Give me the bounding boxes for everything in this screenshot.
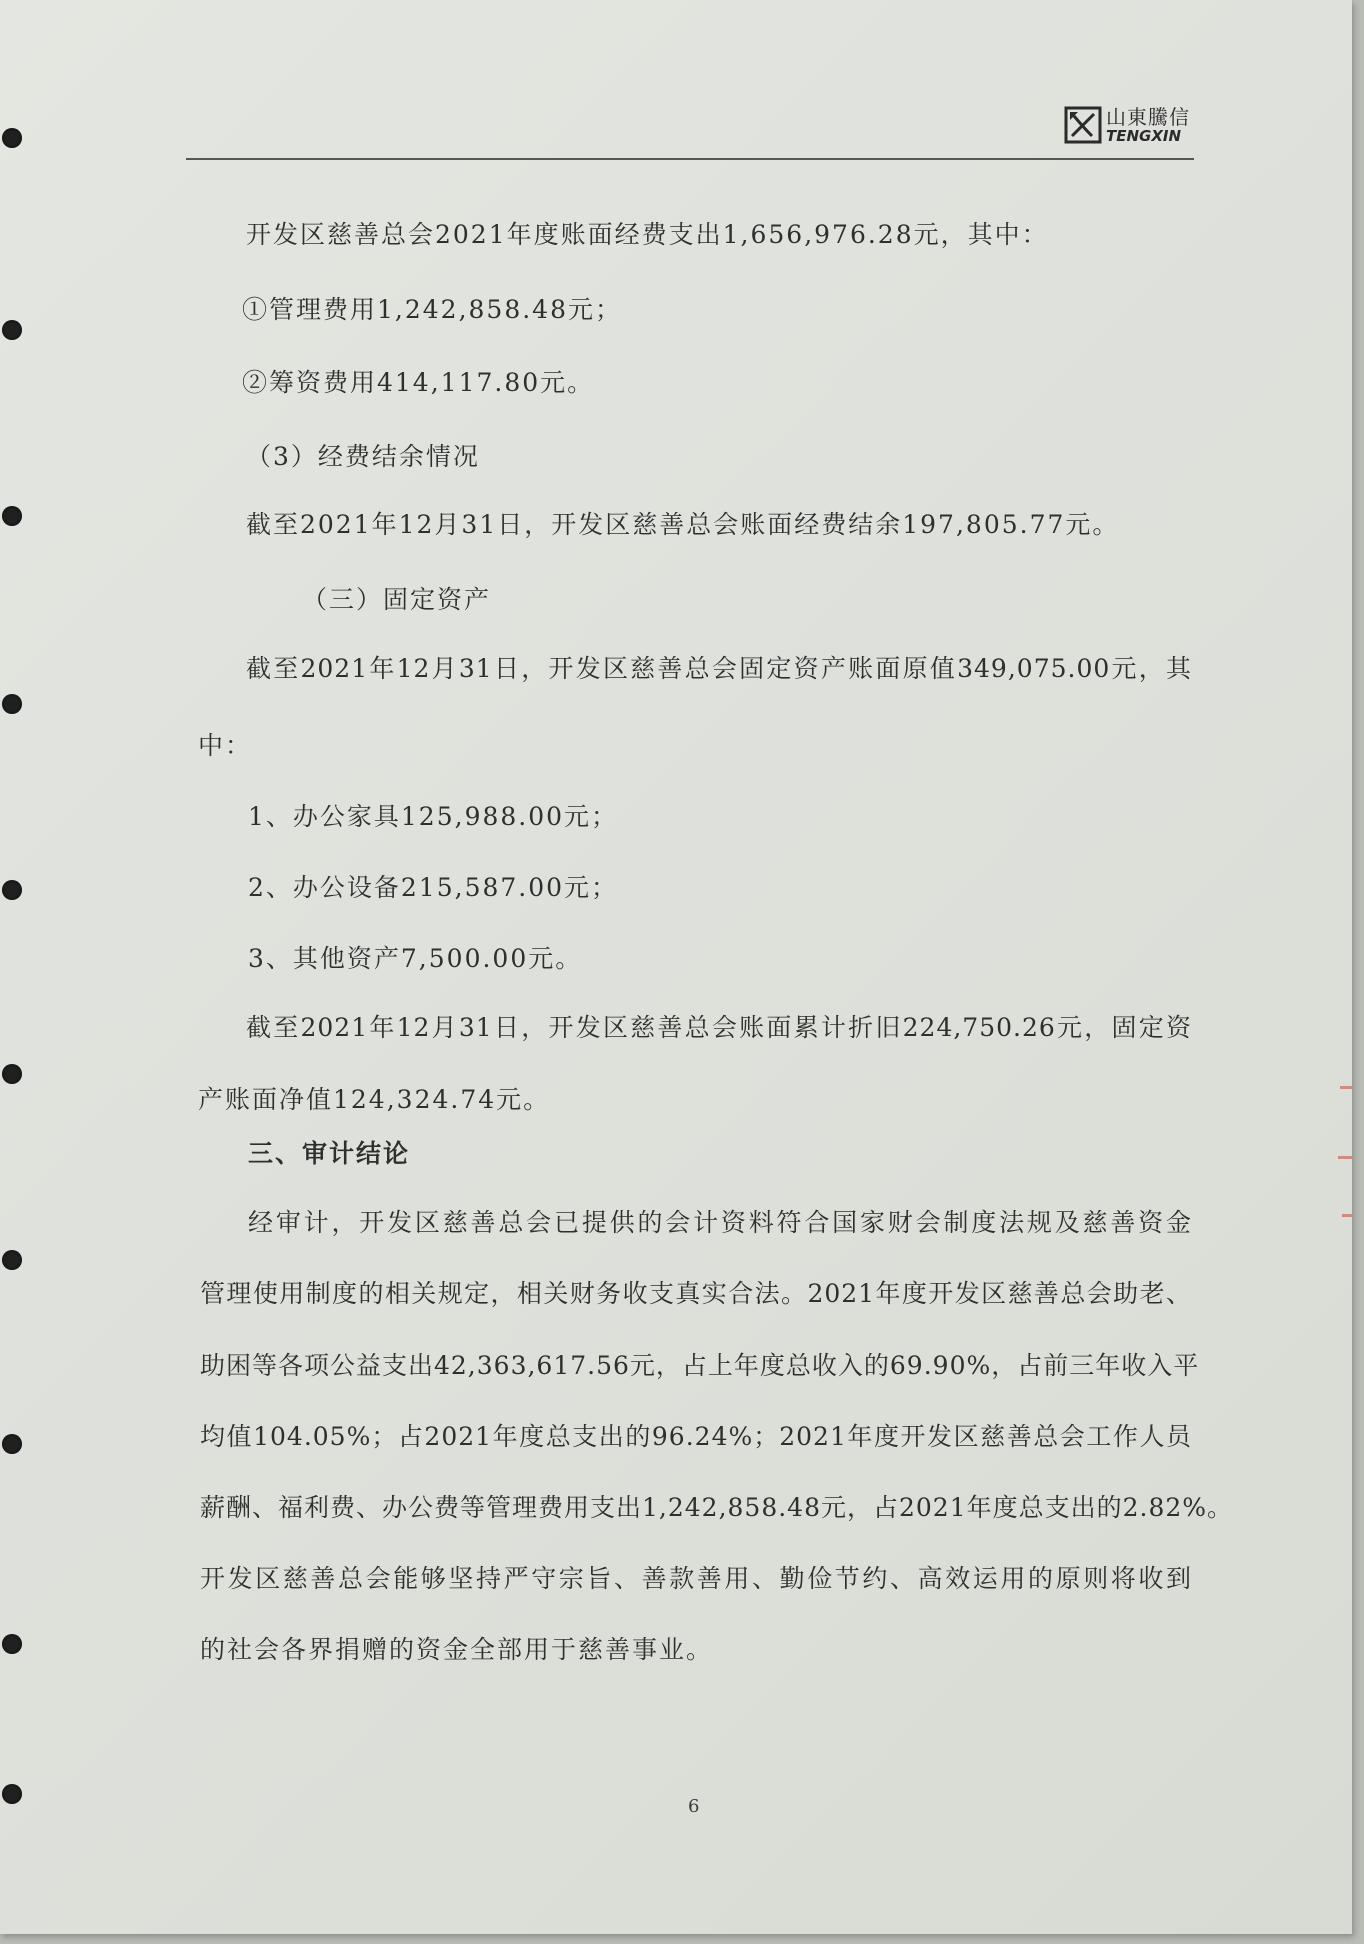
edge-mark bbox=[1342, 1214, 1352, 1217]
asset-item-2: 2、办公设备215,587.00元； bbox=[248, 873, 619, 902]
conclusion-line-7: 的社会各界捐赠的资金全部用于慈善事业。 bbox=[200, 1635, 714, 1664]
conclusion-line-6: 开发区慈善总会能够坚持严守宗旨、善款善用、勤俭节约、高效运用的原则将收到 bbox=[200, 1564, 1192, 1593]
expense-item-1: ①管理费用1,242,858.48元； bbox=[242, 295, 622, 324]
page-number: 6 bbox=[688, 1796, 700, 1817]
tengxin-logo-icon bbox=[1064, 106, 1102, 144]
binder-hole bbox=[2, 506, 22, 526]
conclusion-line-2: 管理使用制度的相关规定，相关财务收支真实合法。2021年度开发区慈善总会助老、 bbox=[200, 1279, 1192, 1308]
binder-hole bbox=[2, 694, 22, 714]
conclusion-line-4: 均值104.05%；占2021年度总支出的96.24%；2021年度开发区慈善总会工作人员 bbox=[200, 1422, 1192, 1451]
depreciation-text-line-1: 截至2021年12月31日，开发区慈善总会账面累计折旧224,750.26元，固定资 bbox=[246, 1013, 1192, 1042]
balance-text: 截至2021年12月31日，开发区慈善总会账面经费结余197,805.77元。 bbox=[246, 510, 1120, 539]
asset-item-1: 1、办公家具125,988.00元； bbox=[248, 802, 619, 831]
binder-hole bbox=[2, 1634, 22, 1654]
fixed-assets-heading: （三）固定资产 bbox=[302, 585, 492, 614]
asset-item-3: 3、其他资产7,500.00元。 bbox=[248, 944, 583, 973]
binder-hole bbox=[2, 1250, 22, 1270]
conclusion-heading: 三、审计结论 bbox=[248, 1139, 411, 1168]
binder-hole bbox=[2, 1434, 22, 1454]
expense-total-text: 开发区慈善总会2021年度账面经费支出1,656,976.28元，其中： bbox=[246, 220, 1049, 249]
binder-hole bbox=[2, 320, 22, 340]
binder-hole bbox=[2, 128, 22, 148]
expense-item-2: ②筹资费用414,117.80元。 bbox=[242, 368, 595, 397]
fixed-assets-text-line-1: 截至2021年12月31日，开发区慈善总会固定资产账面原值349,075.00元，其 bbox=[246, 654, 1192, 683]
depreciation-text-line-2: 产账面净值124,324.74元。 bbox=[198, 1085, 551, 1114]
header-divider bbox=[186, 158, 1194, 160]
company-name-en: TENGXIN bbox=[1106, 126, 1182, 145]
balance-heading: （3）经费结余情况 bbox=[246, 442, 480, 471]
conclusion-line-5: 薪酬、福利费、办公费等管理费用支出1,242,858.48元，占2021年度总支出的2.82%。 bbox=[200, 1493, 1234, 1522]
binder-hole bbox=[2, 1784, 22, 1804]
conclusion-line-1: 经审计，开发区慈善总会已提供的会计资料符合国家财会制度法规及慈善资金 bbox=[248, 1208, 1192, 1237]
edge-mark bbox=[1338, 1156, 1352, 1159]
edge-mark bbox=[1340, 1086, 1352, 1089]
company-name-cn: 山東騰信 bbox=[1106, 104, 1190, 129]
conclusion-line-3: 助困等各项公益支出42,363,617.56元，占上年度总收入的69.90%，占前三年收入平 bbox=[200, 1351, 1200, 1380]
binder-hole bbox=[2, 880, 22, 900]
binder-hole bbox=[2, 1064, 22, 1084]
fixed-assets-text-line-2: 中： bbox=[198, 731, 253, 760]
company-logo bbox=[1064, 102, 1192, 148]
